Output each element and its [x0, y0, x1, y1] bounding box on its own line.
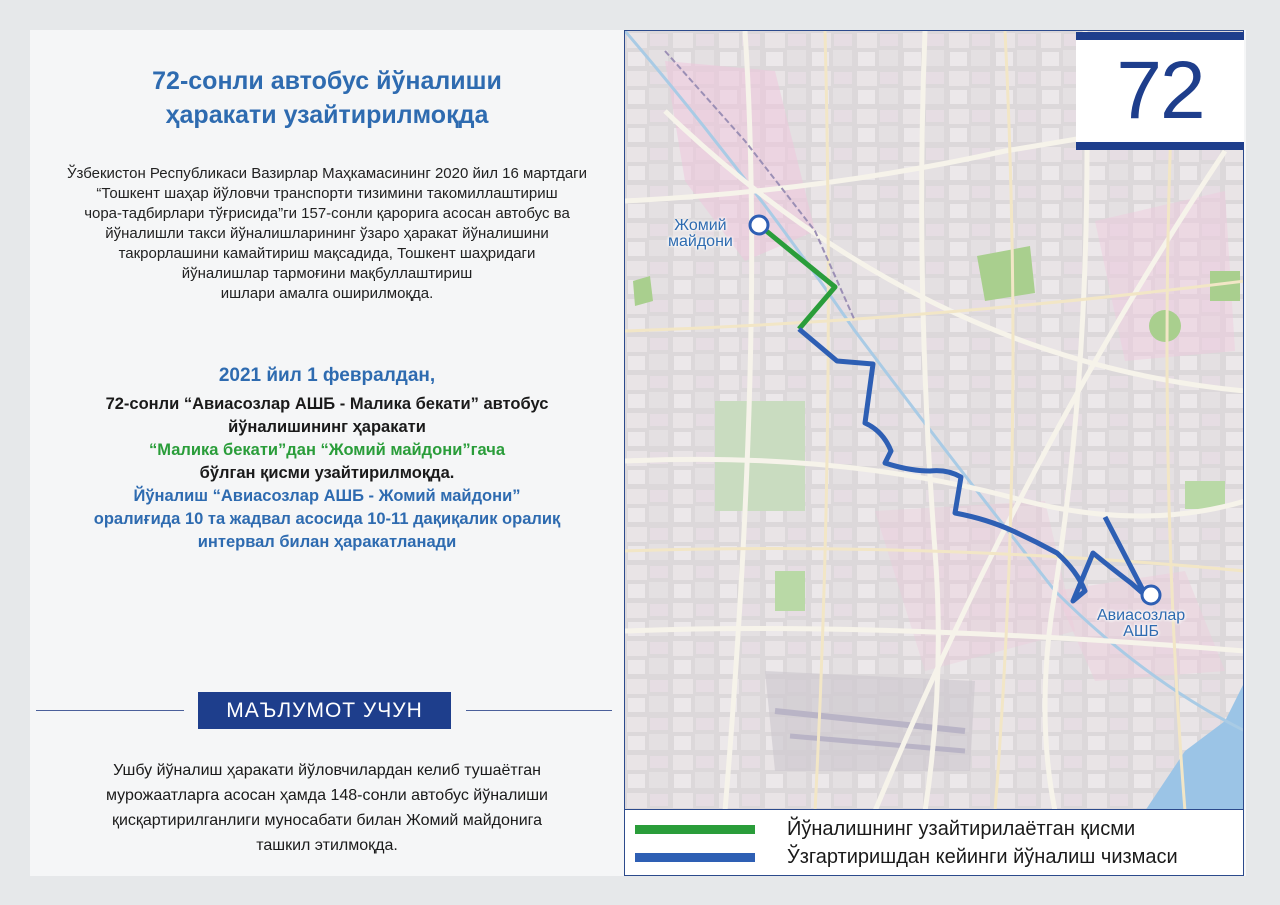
announcement-line: бўлган қисми узайтирилмоқда. — [199, 464, 455, 482]
announcement-line: йўналишининг ҳаракати — [228, 418, 426, 436]
announcement-line-blue: Йўналиш “Авиасозлар АШБ - Жомий майдони” — [133, 487, 521, 505]
info-divider-left — [36, 710, 184, 711]
announcement-line: 72-сонли “Авиасозлар АШБ - Малика бекати” автобус — [105, 395, 549, 413]
info-note-line: мурожаатларга асосан ҳамда 148-сонли автобус йўналиши — [106, 787, 548, 804]
info-divider-right — [466, 710, 612, 711]
title-line-1: 72-сонли автобус йўналиши — [152, 67, 502, 95]
intro-line: ишлари амалга оширилмоқда. — [220, 285, 434, 302]
map-legend — [624, 810, 1244, 876]
announcement-date: 2021 йил 1 февралдан, — [218, 365, 436, 386]
legend-label-route: Ўзгартиришдан кейинги йўналиш чизмаси — [787, 846, 1178, 868]
announcement-line-green: “Малика бекати”дан “Жомий майдони”гача — [149, 441, 505, 459]
stop-marker-end[interactable] — [1142, 586, 1160, 604]
park-area — [633, 276, 653, 306]
intro-line: йўналишлар тармоғини мақбуллаштириш — [181, 265, 473, 282]
text-panel — [30, 30, 624, 876]
info-note-line: Ушбу йўналиш ҳаракати йўловчилардан келиб тушаётган — [113, 762, 541, 779]
intro-line: Ўзбекистон Республикаси Вазирлар Маҳкамасининг 2020 йил 16 мартдаги — [66, 165, 588, 182]
park-area — [715, 401, 805, 511]
legend-swatch-green — [635, 825, 755, 834]
intro-line: “Тошкент шаҳар йўловчи транспорти тизимини такомиллаштириш — [96, 185, 558, 202]
stop-label-line: майдони — [668, 233, 733, 250]
intro-paragraph — [36, 164, 618, 304]
legend-row-route — [635, 846, 1178, 869]
stop-label-line: Авиасозлар — [1097, 607, 1186, 624]
legend-swatch-blue — [635, 853, 755, 862]
intro-line: такрорлашини камайтириш мақсадида, Тошкент шаҳридаги — [118, 245, 536, 262]
park-area — [1185, 481, 1225, 509]
title-line-2: ҳаракати узайтирилмоқда — [165, 101, 489, 129]
park-area — [1149, 310, 1181, 342]
stop-label-line: Жомий — [674, 217, 727, 234]
intro-line: йўналишли такси йўналишларининг ўзаро ҳаракат йўналишини — [105, 225, 549, 242]
announcement-line-blue: оралиғида 10 та жадвал асосида 10-11 дақиқалик оралиқ — [93, 510, 561, 528]
page-title — [70, 64, 584, 132]
info-note-line: ташкил этилмоқда. — [256, 837, 398, 854]
info-note — [60, 758, 594, 858]
legend-row-extension — [635, 818, 1135, 841]
info-note-line: қисқартирилганлиги муносабати билан Жомий майдонига — [111, 812, 543, 829]
park-area — [775, 571, 805, 611]
route-number-badge: 72 — [1076, 32, 1244, 150]
info-heading: МАЪЛУМОТ УЧУН — [198, 692, 451, 729]
stop-label-end — [1097, 608, 1185, 640]
announcement-line-blue: интервал билан ҳаракатланади — [197, 533, 457, 551]
intro-line: чора-тадбирлари тўғрисида”ги 157-сонли қарорига асосан автобус ва — [84, 205, 570, 222]
stop-marker-start[interactable] — [750, 216, 768, 234]
legend-label-extension: Йўналишнинг узайтирилаётган қисми — [787, 818, 1136, 840]
stop-label-start — [668, 218, 733, 250]
announcement — [34, 364, 620, 554]
stop-label-line: АШБ — [1123, 623, 1160, 640]
